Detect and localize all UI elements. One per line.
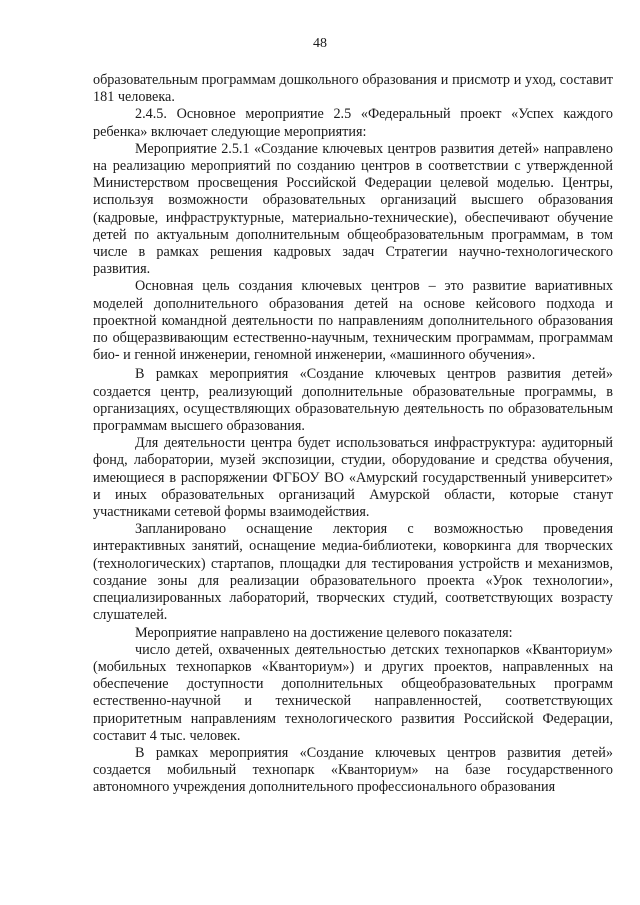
paragraph-6: Для деятельности центра будет использоваться инфраструктура: аудиторный фонд, лаборатории, музей экспозиции, студии, оборудование и средства обучения, имеющиеся в распоряжении ФГБОУ ВО «Амурский государственный университет» и иных образовательных организаций Амурской области, которые станут участниками сетевой формы взаимодействия. [93, 435, 613, 521]
paragraph-7: Запланировано оснащение лектория с возможностью проведения интерактивных занятий, оснащение медиа-библиотеки, коворкинга для творческих (технологических) стартапов, площадки для тестирования устройств и механизмов, создание зоны для реализации образовательного проекта «Урок технологии», специализированных лабораторий, творческих студий, соответствующих возрасту слушателей. [93, 521, 613, 624]
paragraph-4: Основная цель создания ключевых центров – это развитие вариативных моделей дополнительного образования детей на основе кейсового подхода и проектной командной деятельности по направлениям дополнительного образования по общеразвивающим естественно-научным, техническим программам, программам био- и генной инженерии, геномной инженерии, «машинного обучения». [93, 278, 613, 364]
paragraph-8: Мероприятие направлено на достижение целевого показателя: [135, 624, 513, 641]
paragraph-1: образовательным программам дошкольного образования и присмотр и уход, составит 181 человека. [93, 72, 613, 106]
paragraph-9: число детей, охваченных деятельностью детских технопарков «Кванториум» (мобильных технопарков «Кванториум») и других проектов, направленных на обеспечение доступности дополнительных общеобразовательных программ естественно-научной и технической направленностей, соответствующих приоритетным направлениям технологического развития Российской Федерации, составит 4 тыс. человек. [93, 641, 613, 744]
page-number: 48 [313, 36, 327, 51]
paragraph-10: В рамках мероприятия «Создание ключевых центров развития детей» создается мобильный технопарк «Кванториум» на базе государственного автономного учреждения дополнительного профессионального образования [93, 744, 613, 796]
paragraph-2: 2.4.5. Основное мероприятие 2.5 «Федеральный проект «Успех каждого ребенка» включает следующие мероприятия: [93, 106, 613, 140]
paragraph-3: Мероприятие 2.5.1 «Создание ключевых центров развития детей» направлено на реализацию мероприятий по созданию центров в соответствии с утвержденной Министерством просвещения Российской Федерации целевой моделью. Центры, используя возможности образовательных организаций высшего образования (кадровые, инфраструктурные, материально-технические), обеспечивают обучение детей по актуальным дополнительным общеобразовательным программам, в том числе в рамках решения кадровых задач Стратегии научно-технологического развития. [93, 140, 613, 278]
paragraph-5: В рамках мероприятия «Создание ключевых центров развития детей» создается центр, реализующий дополнительные образовательные программы, в организациях, осуществляющих образовательную деятельность по образовательным программам высшего образования. [93, 366, 613, 435]
document-body [93, 72, 613, 797]
